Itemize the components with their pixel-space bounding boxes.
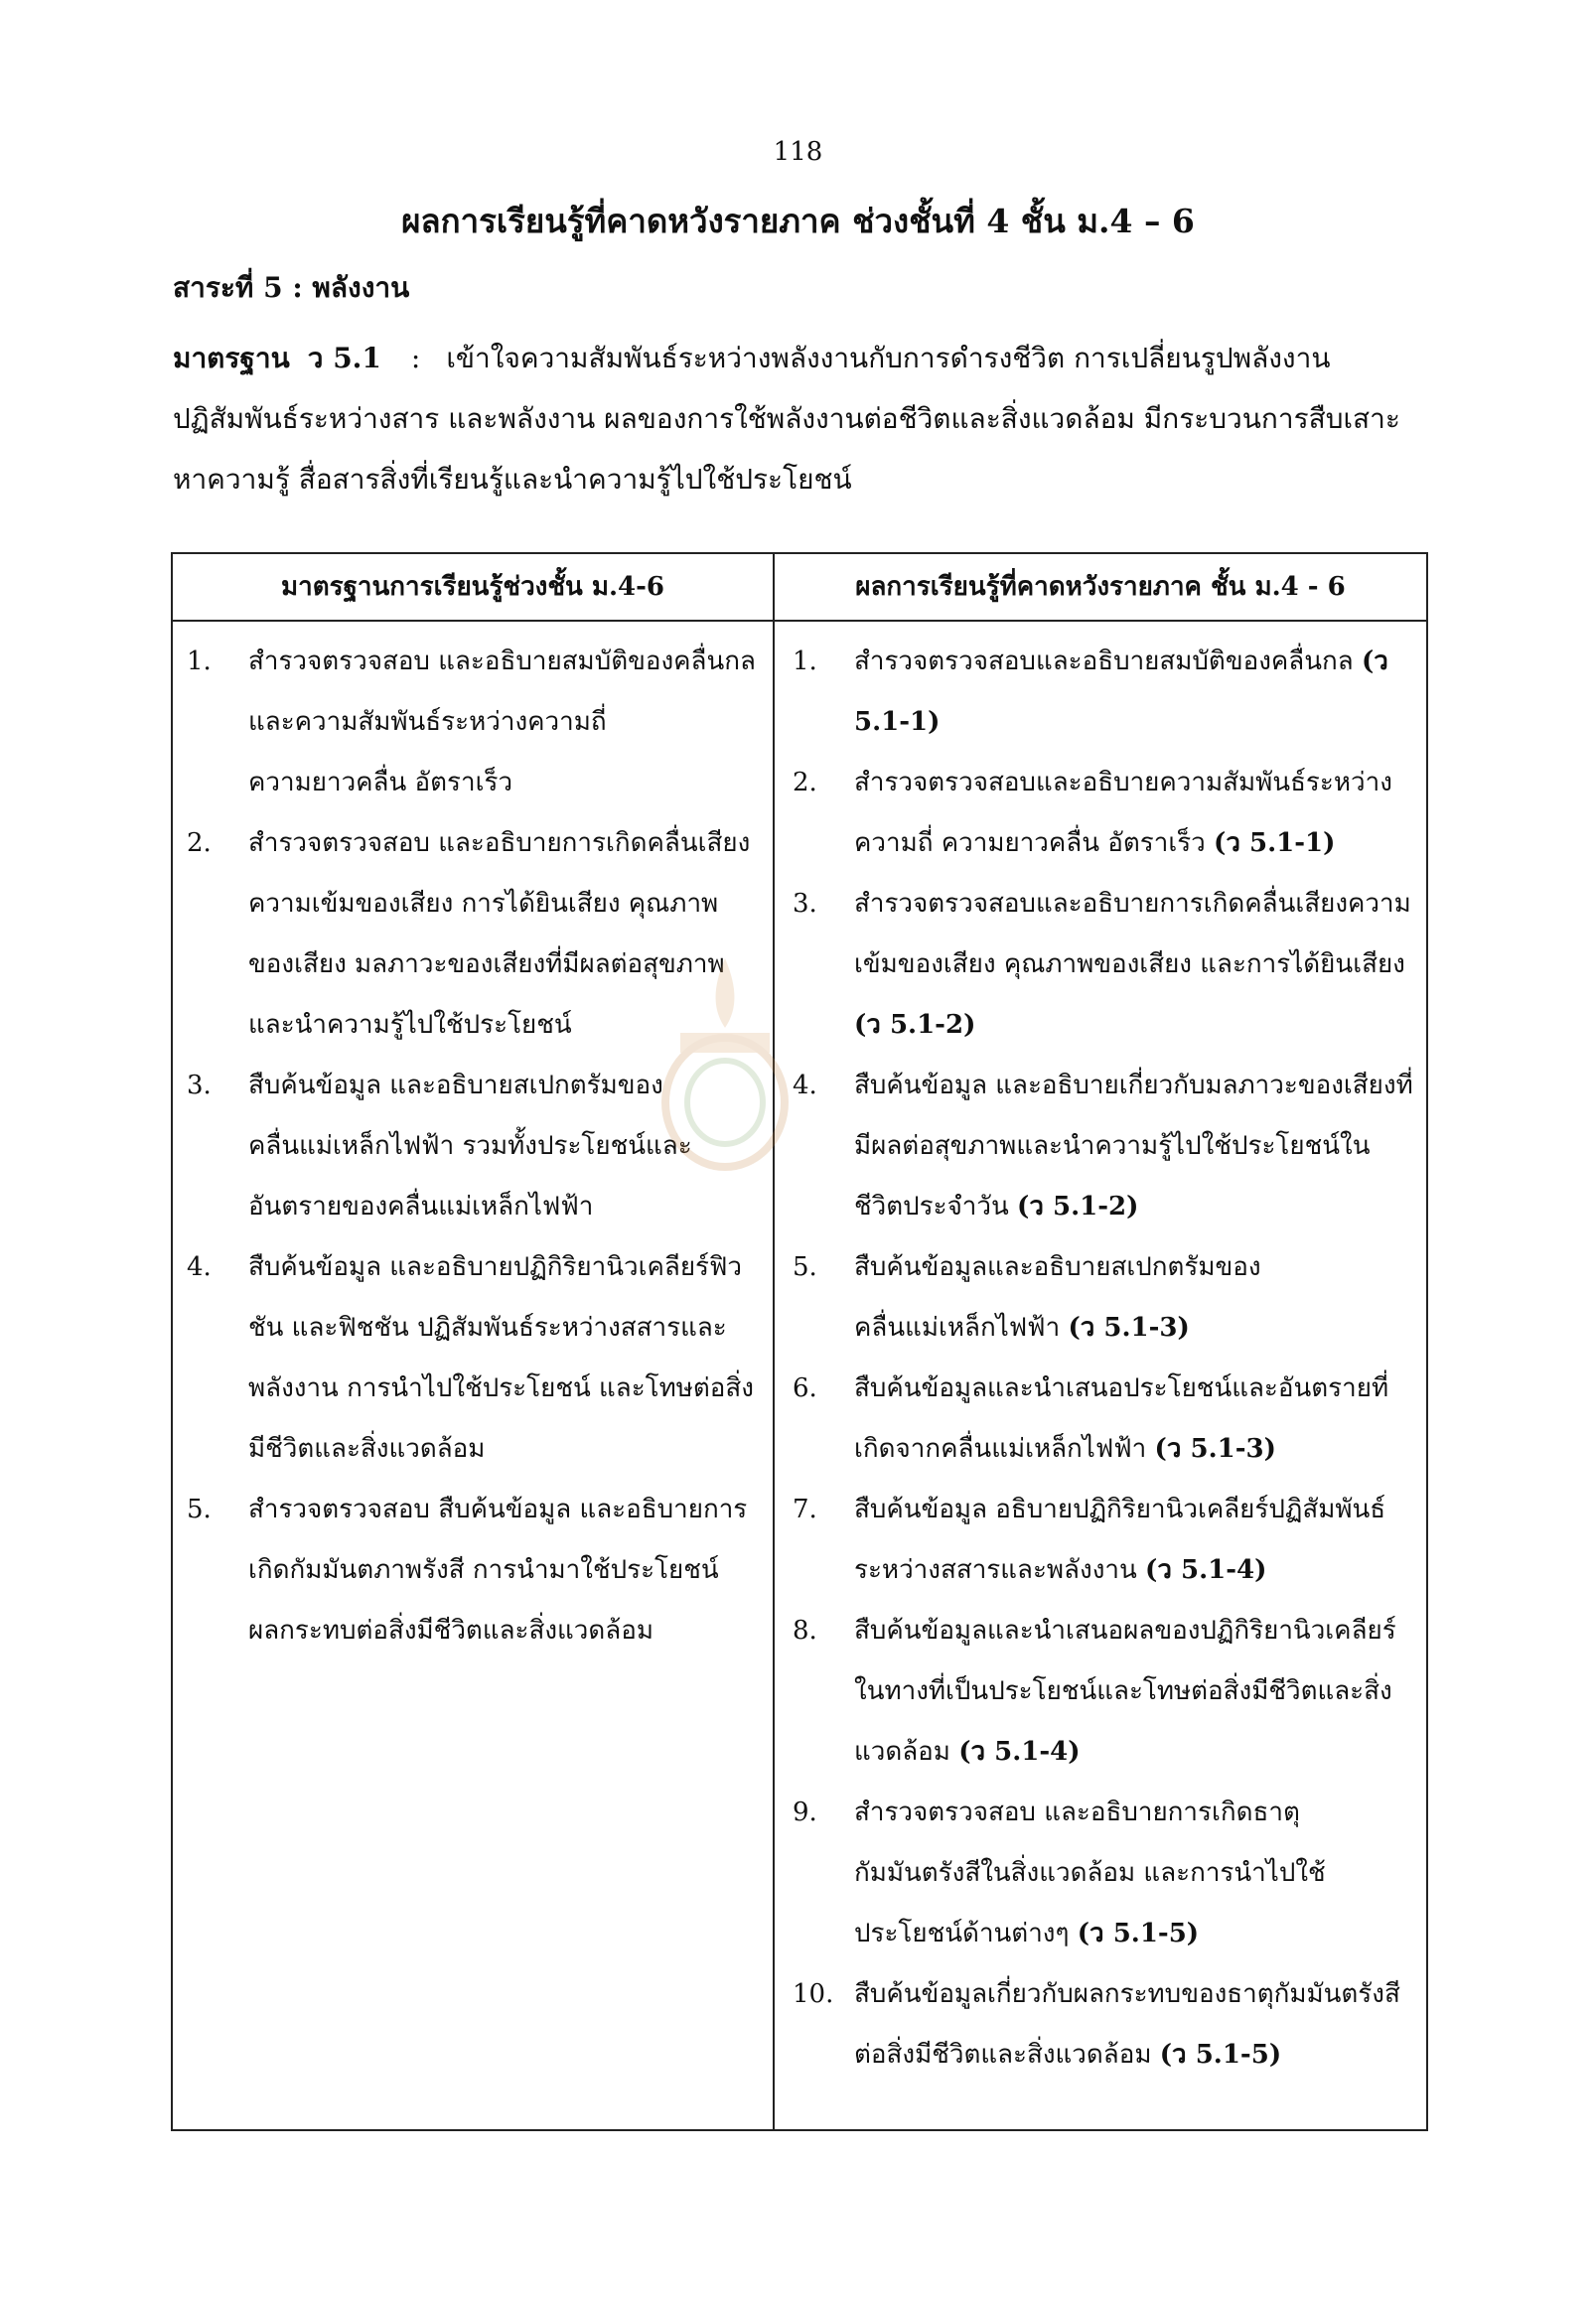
item-reference: (ว 5.1-1)	[1214, 828, 1336, 858]
standards-list	[187, 632, 763, 1661]
item-number: 1.	[187, 647, 212, 676]
item-reference: (ว 5.1-3)	[1068, 1313, 1190, 1343]
list-item	[187, 1056, 763, 1237]
column-divider	[773, 554, 775, 2129]
item-text: สืบค้นข้อมูลและอธิบายสเปกตรัมของคลื่นแม่เหล็กไฟฟ้า	[854, 1252, 1261, 1343]
standard-text: เข้าใจความสัมพันธ์ระหว่างพลังงานกับการดำรงชีวิต การเปลี่ยนรูปพลังงาน ปฏิสัมพันธ์ระหว่างสาร และพลังงาน ผลของการใช้พลังงานต่อชีวิตและสิ่งแวดล้อม มีกระบวนการสืบเสาะหาความรู้ สื่อสารสิ่งที่เรียนรู้และนำความรู้ไปใช้ประโยชน์	[173, 342, 1400, 496]
strand-heading: สาระที่ 5 : พลังงาน	[173, 271, 410, 304]
item-number: 8.	[793, 1616, 817, 1646]
header-standards: มาตรฐานการเรียนรู้ช่วงชั้น ม.4-6	[280, 572, 664, 602]
item-text: สืบค้นข้อมูล และอธิบายเกี่ยวกับมลภาวะของเสียงที่มีผลต่อสุขภาพและนำความรู้ไปใช้ประโยชน์ในชีวิตประจำวัน	[854, 1071, 1413, 1222]
item-text: สำรวจตรวจสอบและอธิบายการเกิดคลื่นเสียงความเข้มของเสียง คุณภาพของเสียง และการได้ยินเสียง	[854, 889, 1411, 979]
item-text: สืบค้นข้อมูลและนำเสนอประโยชน์และอันตรายที่เกิดจากคลื่นแม่เหล็กไฟฟ้า	[854, 1373, 1389, 1464]
item-reference: (ว 5.1-1)	[854, 647, 1388, 737]
item-text: สืบค้นข้อมูล และอธิบายสเปกตรัมของคลื่นแม่เหล็กไฟฟ้า รวมทั้งประโยชน์และอันตรายของคลื่นแม่เหล็กไฟฟ้า	[248, 1071, 692, 1222]
item-number: 7.	[793, 1495, 817, 1524]
list-item	[793, 1056, 1418, 1237]
item-number: 4.	[793, 1071, 817, 1100]
item-number: 1.	[793, 647, 817, 676]
item-number: 4.	[187, 1252, 212, 1282]
table-header-row	[173, 554, 1426, 622]
list-item	[793, 1359, 1418, 1480]
item-text: สืบค้นข้อมูล อธิบายปฏิกิริยานิวเคลียร์ปฏิสัมพันธ์ระหว่างสสารและพลังงาน	[854, 1495, 1386, 1585]
list-item	[187, 813, 763, 1056]
item-number: 6.	[793, 1373, 817, 1403]
list-item	[793, 1480, 1418, 1601]
item-reference: (ว 5.1-5)	[1077, 1919, 1200, 1948]
item-number: 5.	[187, 1495, 212, 1524]
standard-code: ว 5.1	[307, 342, 381, 374]
item-number: 5.	[793, 1252, 817, 1282]
item-reference: (ว 5.1-4)	[1145, 1555, 1267, 1585]
outcomes-table	[171, 552, 1428, 2131]
item-number: 10.	[793, 1979, 834, 2009]
item-text: สำรวจตรวจสอบและอธิบายสมบัติของคลื่นกล	[854, 647, 1354, 676]
item-reference: (ว 5.1-2)	[1017, 1192, 1139, 1222]
standard-colon: :	[410, 342, 421, 374]
item-reference: (ว 5.1-3)	[1154, 1434, 1276, 1464]
item-number: 3.	[187, 1071, 212, 1100]
item-reference: (ว 5.1-4)	[958, 1737, 1081, 1767]
item-reference: (ว 5.1-2)	[854, 1010, 976, 1040]
item-text: สืบค้นข้อมูลเกี่ยวกับผลกระทบของธาตุกัมมันตรังสีต่อสิ่งมีชีวิตและสิ่งแวดล้อม	[854, 1979, 1400, 2070]
item-number: 3.	[793, 889, 817, 919]
list-item	[793, 753, 1418, 874]
list-item	[187, 1480, 763, 1661]
list-item	[793, 632, 1418, 753]
page-title: ผลการเรียนรู้ที่คาดหวังรายภาค ช่วงชั้นที่ 4 ชั้น ม.4 – 6	[401, 202, 1195, 240]
standard-paragraph	[173, 328, 1426, 509]
item-text: สำรวจตรวจสอบและอธิบายความสัมพันธ์ระหว่างความถี่ ความยาวคลื่น อัตราเร็ว	[854, 768, 1392, 858]
list-item	[793, 1601, 1418, 1783]
item-text: สำรวจตรวจสอบ และอธิบายสมบัติของคลื่นกล และความสัมพันธ์ระหว่างความถี่ ความยาวคลื่น อัตราเร็ว	[248, 647, 756, 797]
list-item	[187, 1237, 763, 1480]
item-number: 2.	[793, 768, 817, 797]
list-item	[793, 1964, 1418, 2086]
item-text: สืบค้นข้อมูล และอธิบายปฏิกิริยานิวเคลียร์ฟิวชัน และฟิชชัน ปฏิสัมพันธ์ระหว่างสสารและพลังงาน การนำไปใช้ประโยชน์ และโทษต่อสิ่งมีชีวิตและสิ่งแวดล้อม	[248, 1252, 754, 1464]
item-text: สืบค้นข้อมูลและนำเสนอผลของปฏิกิริยานิวเคลียร์ในทางที่เป็นประโยชน์และโทษต่อสิ่งมีชีวิตและสิ่งแวดล้อม	[854, 1616, 1396, 1767]
item-reference: (ว 5.1-5)	[1159, 2040, 1282, 2070]
list-item	[793, 874, 1418, 1056]
item-text: สำรวจตรวจสอบ สืบค้นข้อมูล และอธิบายการเกิดกัมมันตภาพรังสี การนำมาใช้ประโยชน์ ผลกระทบต่อสิ่งมีชีวิตและสิ่งแวดล้อม	[248, 1495, 748, 1646]
outcomes-list	[793, 632, 1418, 2086]
item-text: สำรวจตรวจสอบ และอธิบายการเกิดคลื่นเสียง ความเข้มของเสียง การได้ยินเสียง คุณภาพของเสียง มลภาวะของเสียงที่มีผลต่อสุขภาพ และนำความรู้ไปใช้ประโยชน์	[248, 828, 751, 1040]
page-number: 118	[773, 137, 823, 167]
standard-label: มาตรฐาน	[173, 342, 290, 374]
item-number: 9.	[793, 1798, 817, 1827]
item-text: สำรวจตรวจสอบ และอธิบายการเกิดธาตุกัมมันตรังสีในสิ่งแวดล้อม และการนำไปใช้ประโยชน์ด้านต่างๆ	[854, 1798, 1326, 1948]
list-item	[187, 632, 763, 813]
list-item	[793, 1237, 1418, 1359]
item-number: 2.	[187, 828, 212, 858]
list-item	[793, 1783, 1418, 1964]
header-expected-outcomes: ผลการเรียนรู้ที่คาดหวังรายภาค ชั้น ม.4 - 6	[855, 572, 1346, 602]
